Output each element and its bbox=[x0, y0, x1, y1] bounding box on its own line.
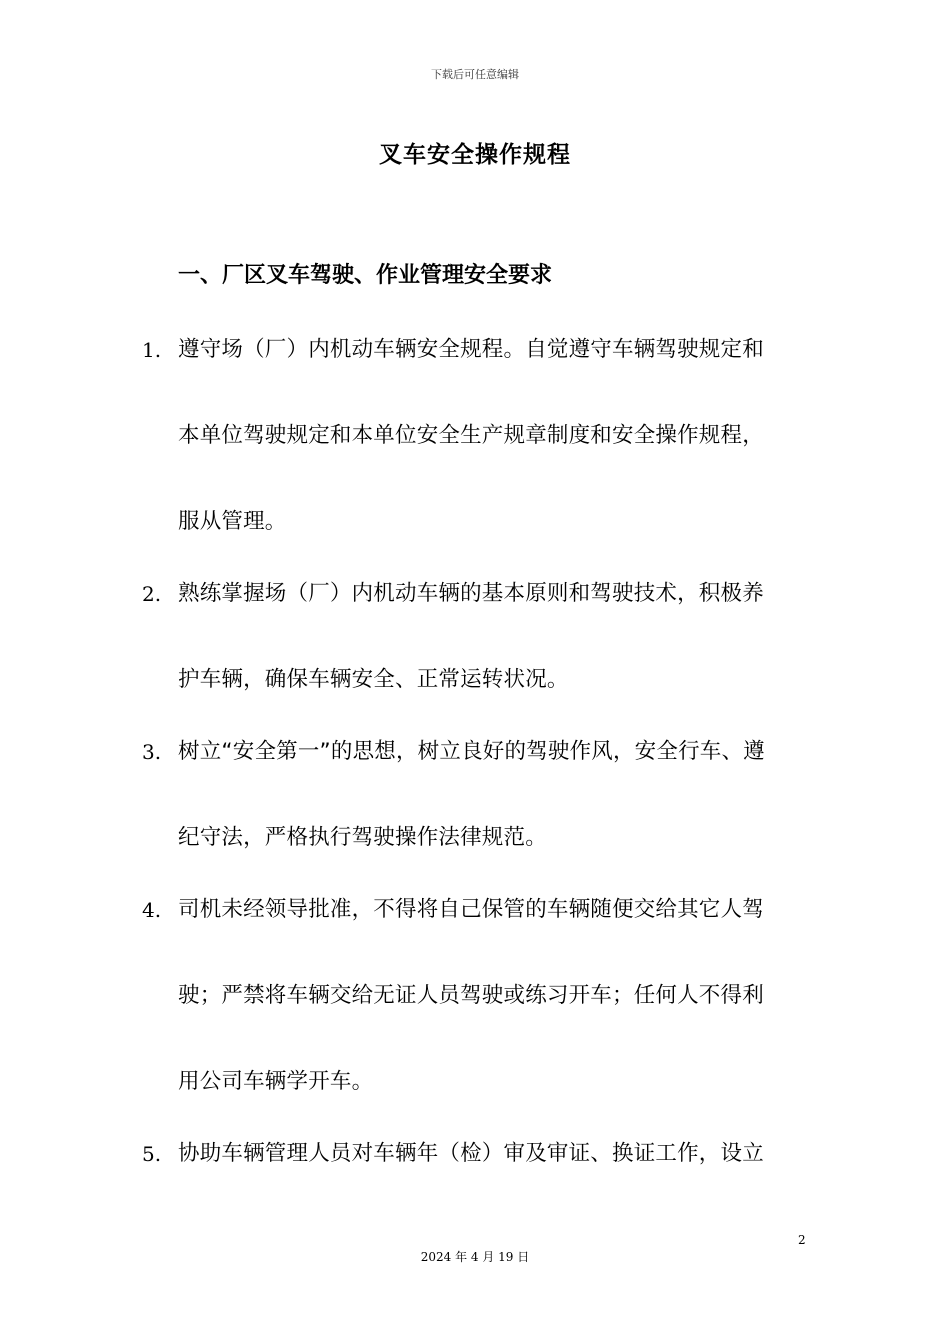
list-item-line: 用公司车辆学开车。 bbox=[178, 1069, 374, 1094]
list-item-line: 遵守场（厂）内机动车辆安全规程。自觉遵守车辆驾驶规定和 bbox=[178, 337, 764, 362]
page-number: 2 bbox=[798, 1233, 806, 1247]
list-item-number: 1. bbox=[142, 338, 162, 362]
rules-list bbox=[0, 330, 950, 1174]
list-item-line: 纪守法，严格执行驾驶操作法律规范。 bbox=[178, 825, 547, 850]
list-item bbox=[142, 574, 806, 700]
list-item-number: 2. bbox=[142, 582, 162, 606]
list-item-line: 熟练掌握场（厂）内机动车辆的基本原则和驾驶技术，积极养 bbox=[178, 581, 764, 606]
footer-date: 2024 年 4 月 19 日 bbox=[420, 1250, 530, 1264]
list-item-line: 树立“安全第一”的思想，树立良好的驾驶作风，安全行车、遵 bbox=[178, 739, 765, 764]
list-item-line: 护车辆，确保车辆安全、正常运转状况。 bbox=[178, 667, 569, 692]
list-item-line: 驶；严禁将车辆交给无证人员驾驶或练习开车；任何人不得利 bbox=[178, 983, 764, 1008]
list-item-number: 5. bbox=[142, 1142, 162, 1166]
list-item bbox=[142, 732, 806, 858]
list-item-line: 服从管理。 bbox=[178, 509, 287, 534]
header-note: 下载后可任意编辑 bbox=[431, 68, 519, 81]
document-title: 叉车安全操作规程 bbox=[379, 142, 571, 168]
list-item-line: 司机未经领导批准，不得将自己保管的车辆随便交给其它人驾 bbox=[178, 897, 764, 922]
list-item-number: 4. bbox=[142, 898, 162, 922]
list-item-line: 协助车辆管理人员对车辆年（检）审及审证、换证工作，设立 bbox=[178, 1141, 764, 1166]
list-item-number: 3. bbox=[142, 740, 162, 764]
list-item bbox=[142, 330, 806, 542]
list-item bbox=[142, 890, 806, 1102]
list-item-line: 本单位驾驶规定和本单位安全生产规章制度和安全操作规程， bbox=[178, 423, 764, 448]
section-heading: 一、厂区叉车驾驶、作业管理安全要求 bbox=[178, 263, 553, 288]
list-item bbox=[142, 1134, 806, 1174]
